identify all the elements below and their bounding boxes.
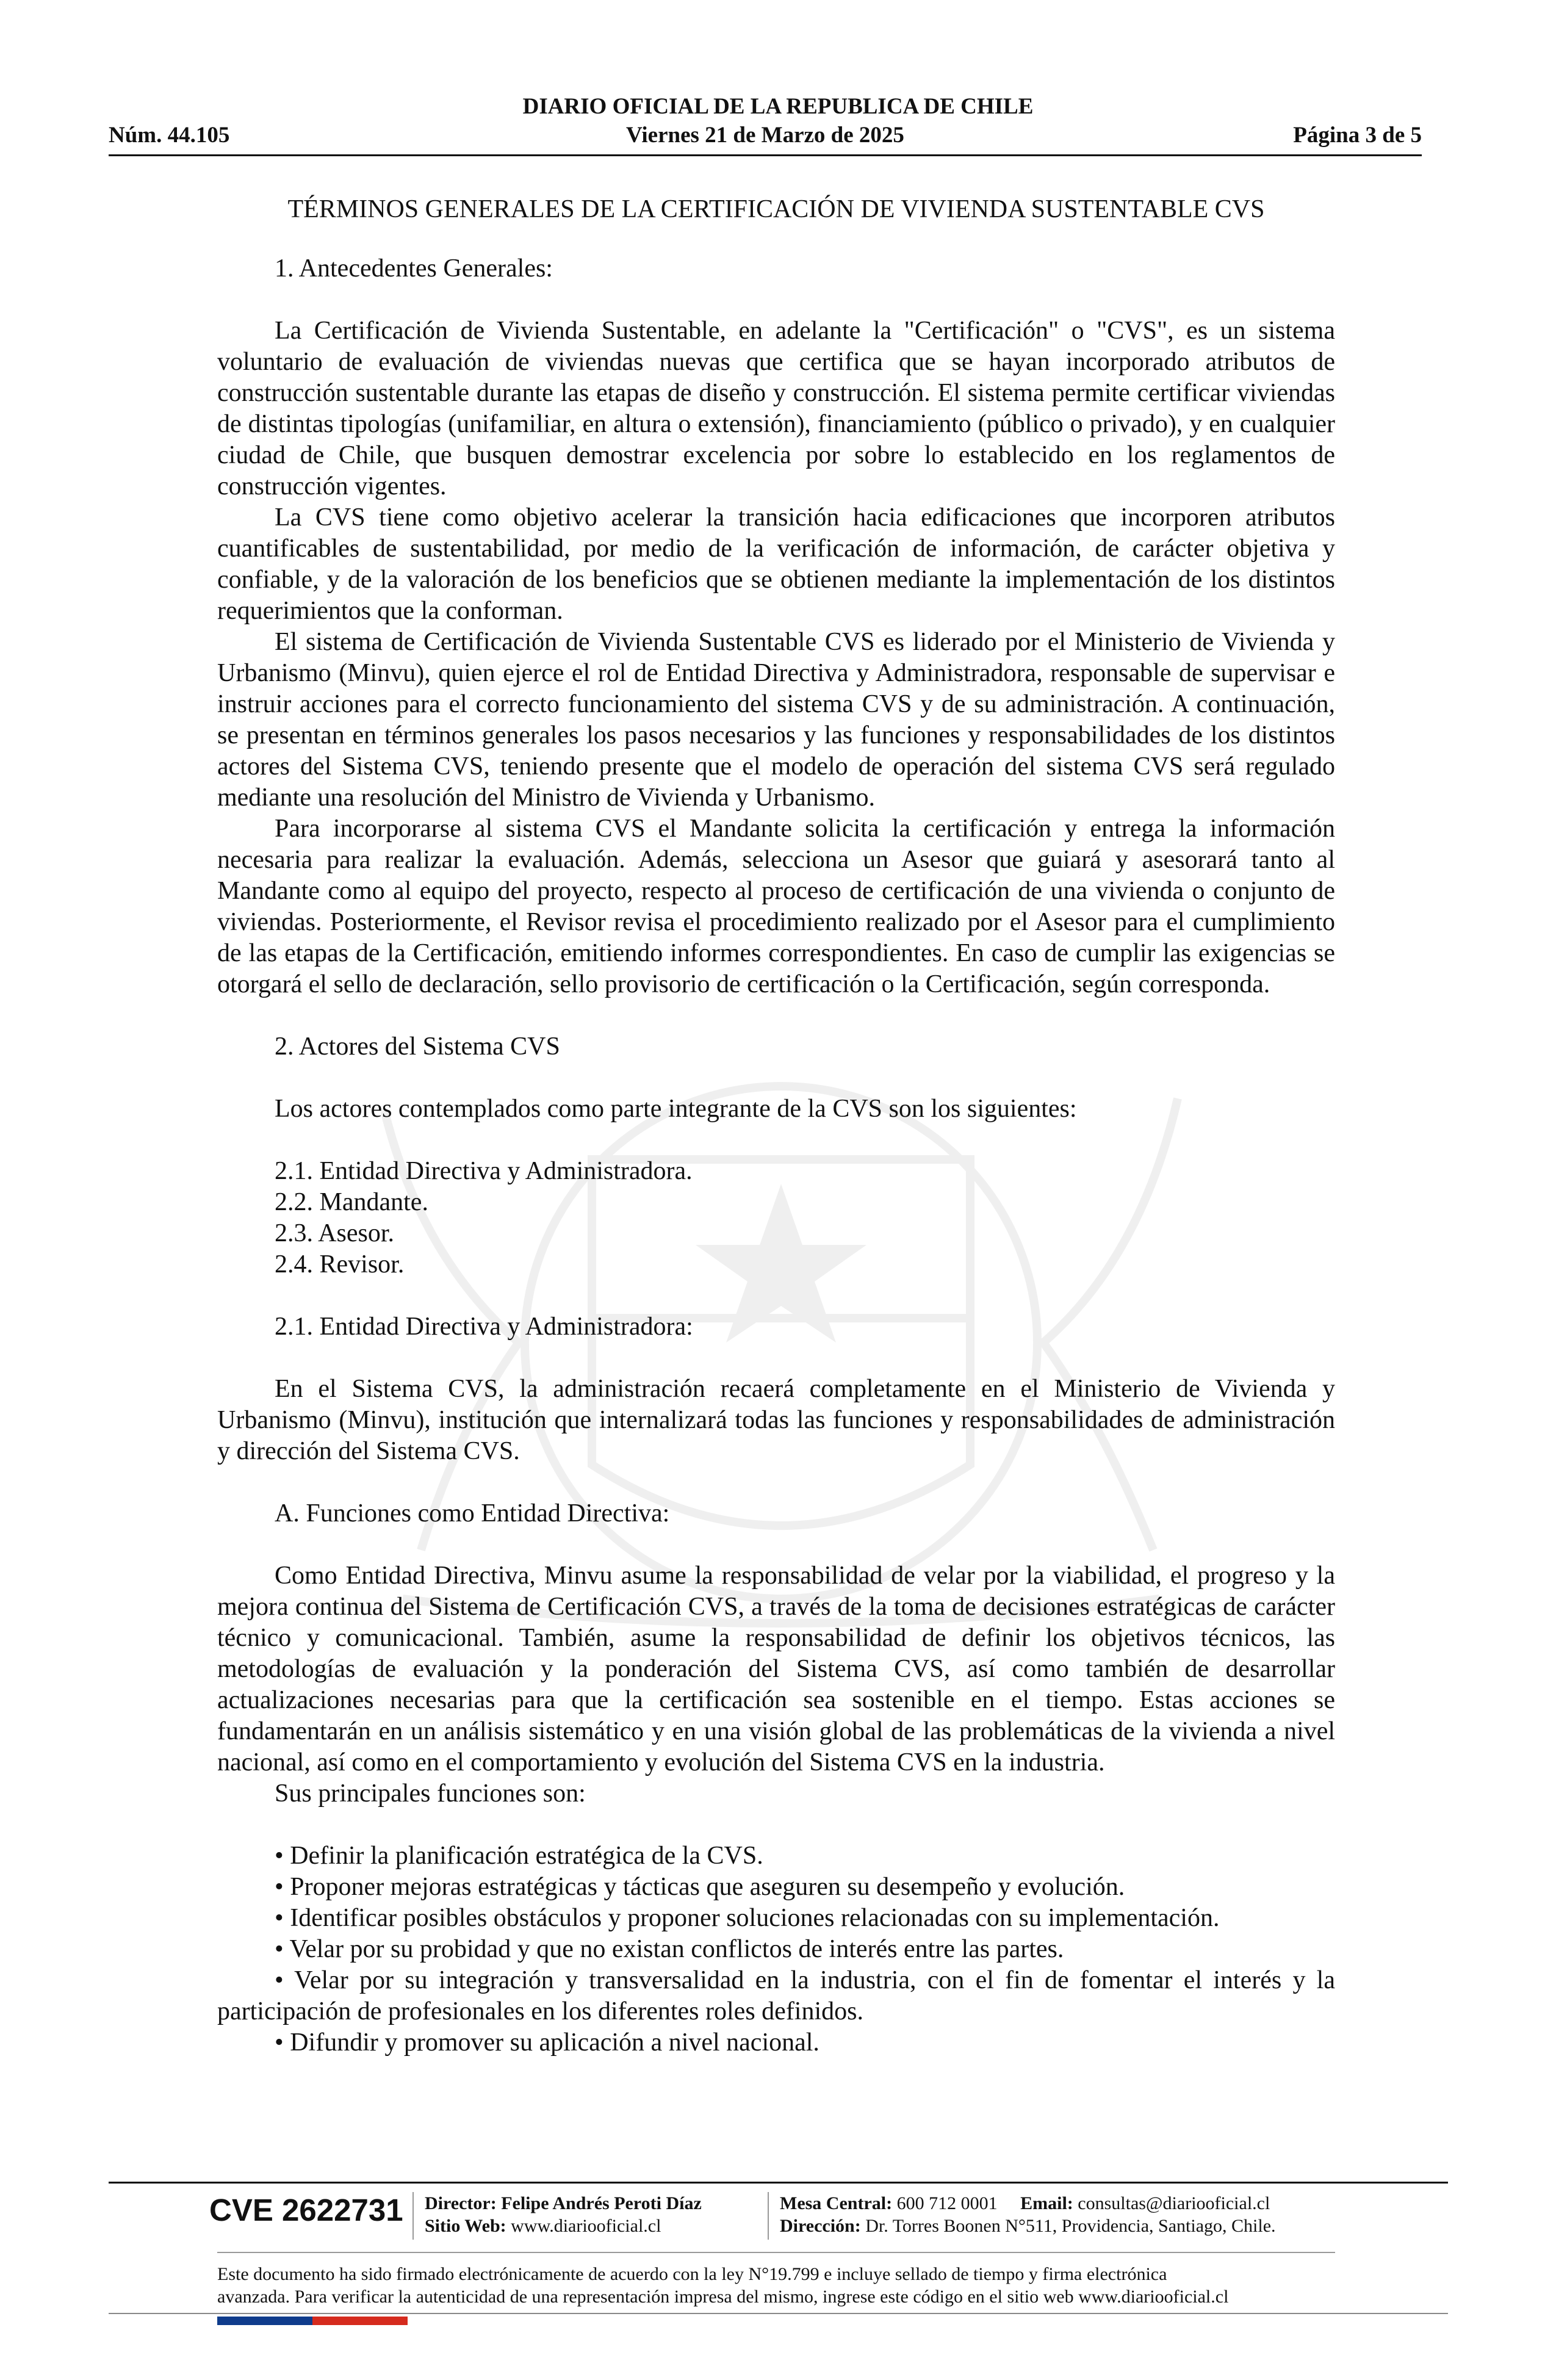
flag-stripe	[217, 2317, 408, 2325]
cve-code: CVE 2622731	[209, 2193, 403, 2227]
list-item: • Proponer mejoras estratégicas y tácticas que aseguren su desempeño y evolución.	[275, 1873, 1125, 1901]
issue-date: Viernes 21 de Marzo de 2025	[626, 123, 904, 148]
document-body	[217, 194, 1335, 2058]
list-item: • Velar por su probidad y que no existan conflictos de interés entre las partes.	[275, 1935, 1064, 1963]
email-label: Email:	[1020, 2193, 1073, 2213]
list-item: • Difundir y promover su aplicación a nivel nacional.	[275, 2028, 819, 2057]
footer-separator	[412, 2192, 414, 2240]
list-item: 2.2. Mandante.	[275, 1188, 428, 1216]
address-label: Dirección:	[780, 2216, 861, 2236]
footer-bottom-rule	[109, 2313, 1448, 2314]
address-value: Dr. Torres Boonen N°511, Providencia, Santiago, Chile.	[865, 2216, 1276, 2236]
phone-label: Mesa Central:	[780, 2193, 893, 2213]
paragraph: En el Sistema CVS, la administración recaerá completamente en el Ministerio de Vivienda y Urbanismo (Minvu), institución que internalizará todas las funciones y responsabilidades de administración y dirección del Sistema CVS.	[217, 1375, 1335, 1465]
list-item: 2.4. Revisor.	[275, 1250, 405, 1278]
footer-divider	[109, 2182, 1448, 2183]
site-link[interactable]: www.diariooficial.cl	[511, 2216, 661, 2236]
footer-contact-block	[780, 2192, 1276, 2237]
flag-blue-segment	[217, 2317, 312, 2325]
list-item: 2.1. Entidad Directiva y Administradora.	[275, 1157, 693, 1185]
phone-value: 600 712 0001	[896, 2193, 998, 2213]
paragraph: Como Entidad Directiva, Minvu asume la responsabilidad de velar por la viabilidad, el progreso y la mejora continua del Sistema de Certificación CVS, a través de la toma de decisiones estratégicas de carácter técnico y comunicacional. También, asume la responsabilidad de definir los objetivos técnicos, las metodologías de evaluación y la ponderación del Sistema CVS, así como también de desarrollar actualizaciones necesarias para que la certificación sea sostenible en el tiempo. Estas acciones se fundamentarán en un análisis sistemático y en una visión global de las problemáticas de la vivienda a nivel nacional, así como en el comportamiento y evolución del Sistema CVS en la industria.	[217, 1562, 1335, 1776]
flag-red-segment	[312, 2317, 408, 2325]
paragraph: Sus principales funciones son:	[275, 1780, 586, 1808]
paragraph: La CVS tiene como objetivo acelerar la transición hacia edificaciones que incorporen atributos cuantificables de sustentabilidad, por medio de la verificación de información, de carácter objetiva y confiable, y de la valoración de los beneficios que se obtienen mediante la implementación de los distintos requerimientos que la conforman.	[217, 503, 1335, 625]
header-divider	[109, 154, 1422, 156]
footer-separator	[768, 2192, 769, 2240]
footer-director-block	[425, 2192, 702, 2237]
document-title: TÉRMINOS GENERALES DE LA CERTIFICACIÓN DE VIVIENDA SUSTENTABLE CVS	[287, 195, 1265, 223]
list-item: • Identificar posibles obstáculos y proponer soluciones relacionadas con su implementación.	[275, 1904, 1220, 1932]
list-item: • Velar por su integración y transversalidad en la industria, con el fin de fomentar el interés y la participación de profesionales en los diferentes roles definidos.	[217, 1966, 1335, 2025]
paragraph: Para incorporarse al sistema CVS el Mandante solicita la certificación y entrega la información necesaria para realizar la evaluación. Además, selecciona un Asesor que guiará y asesorará tanto al Mandante como al equipo del proyecto, respecto al proceso de certificación de una vivienda o conjunto de viviendas. Posteriormente, el Revisor revisa el procedimiento realizado por el Asesor para el cumplimiento de las etapas de la Certificación, emitiendo informes correspondientes. En caso de cumplir las exigencias se otorgará el sello de declaración, sello provisorio de certificación o la Certificación, según corresponda.	[217, 815, 1335, 998]
paragraph: El sistema de Certificación de Vivienda Sustentable CVS es liderado por el Ministerio de Vivienda y Urbanismo (Minvu), quien ejerce el rol de Entidad Directiva y Administradora, responsable de supervisar e instruir acciones para el correcto funcionamiento del sistema CVS y de su administración. A continuación, se presentan en términos generales los pasos necesarios y las funciones y responsabilidades de los distintos actores del Sistema CVS, teniendo presente que el modelo de operación del sistema CVS será regulado mediante una resolución del Ministro de Vivienda y Urbanismo.	[217, 628, 1335, 812]
section-heading-2-1: 2.1. Entidad Directiva y Administradora:	[275, 1313, 693, 1341]
section-heading-1: 1. Antecedentes Generales:	[275, 254, 553, 283]
section-heading-a: A. Funciones como Entidad Directiva:	[275, 1499, 670, 1527]
site-label: Sitio Web:	[425, 2216, 506, 2236]
paragraph: La Certificación de Vivienda Sustentable, en adelante la "Certificación" o "CVS", es un sistema voluntario de evaluación de viviendas nuevas que certifica que se hayan incorporado atributos de construcción sustentable durante las etapas de diseño y construcción. El sistema permite certificar viviendas de distintas tipologías (unifamiliar, en altura o extensión), financiamiento (público o privado), y en cualquier ciudad de Chile, que busquen demostrar excelencia por sobre lo establecido en los reglamentos de construcción vigentes.	[217, 317, 1335, 500]
footer-divider	[217, 2252, 1335, 2253]
paragraph: Los actores contemplados como parte integrante de la CVS son los siguientes:	[275, 1095, 1077, 1123]
newspaper-title: DIARIO OFICIAL DE LA REPUBLICA DE CHILE	[522, 94, 1034, 119]
header-row	[109, 122, 1422, 149]
legal-line: Este documento ha sido firmado electrónicamente de acuerdo con la ley N°19.799 e incluye sellado de tiempo y firma electrónica	[217, 2264, 1167, 2284]
page-indicator: Página 3 de 5	[1293, 123, 1422, 148]
list-item: • Definir la planificación estratégica de la CVS.	[275, 1842, 763, 1870]
legal-line: avanzada. Para verificar la autenticidad de una representación impresa del mismo, ingrese este código en el sitio web www.diariooficial.cl	[217, 2287, 1229, 2307]
list-item: 2.3. Asesor.	[275, 1219, 395, 1247]
director-name: Felipe Andrés Peroti Díaz	[501, 2193, 702, 2213]
issue-number: Núm. 44.105	[109, 123, 230, 148]
email-link[interactable]: consultas@diariooficial.cl	[1078, 2193, 1270, 2213]
legal-notice	[217, 2263, 1335, 2308]
section-heading-2: 2. Actores del Sistema CVS	[275, 1033, 560, 1061]
director-label: Director:	[425, 2193, 497, 2213]
